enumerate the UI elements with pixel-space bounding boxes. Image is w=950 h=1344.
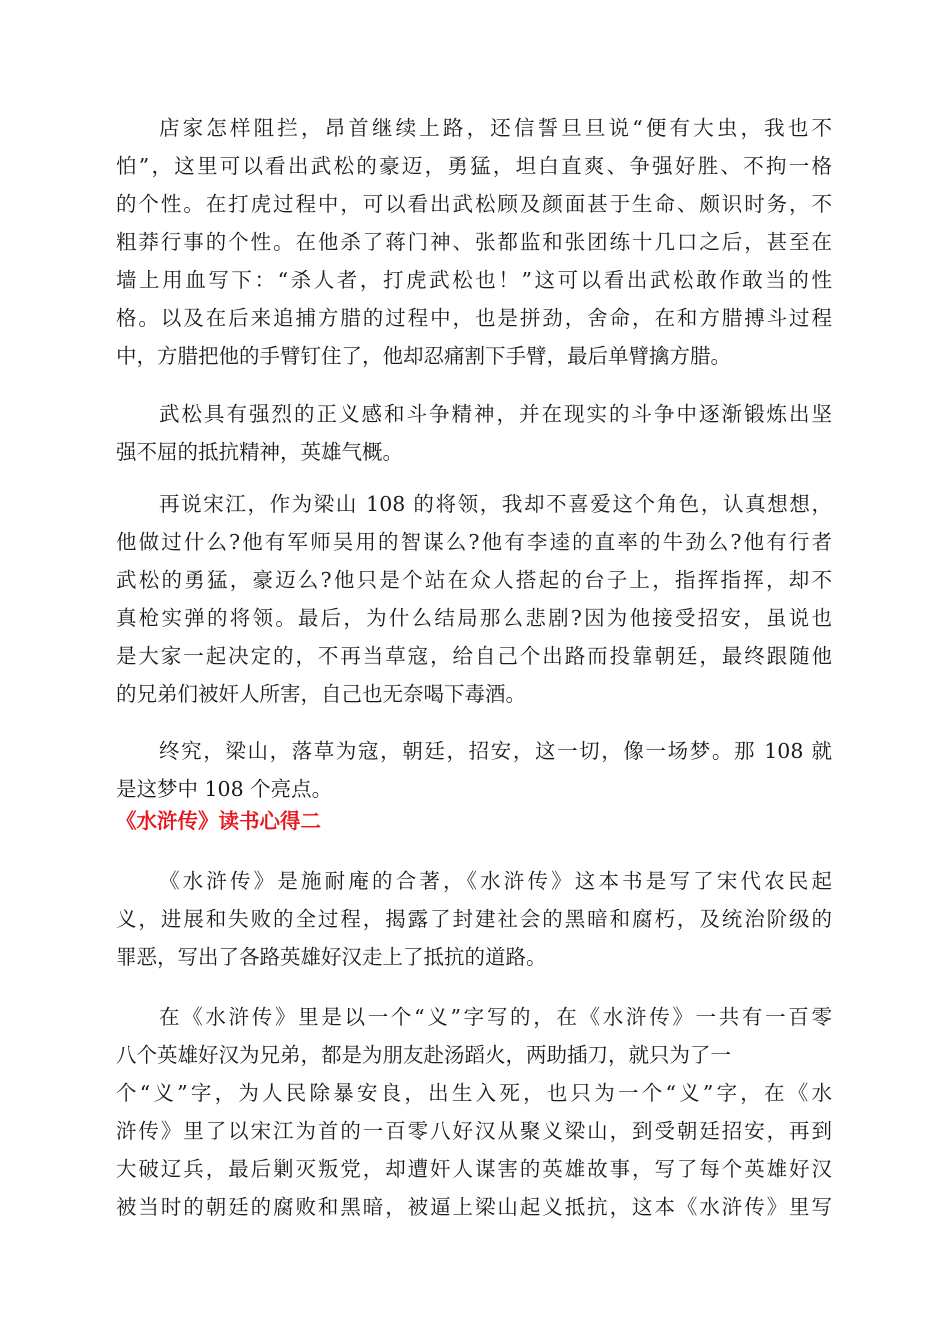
paragraph-wusong-character bbox=[116, 109, 832, 375]
paragraph-line: 大破辽兵，最后剿灭叛党，却遭奸人谋害的英雄故事，写了每个英雄好汉 bbox=[116, 1157, 832, 1181]
paragraph-line: 终究，梁山，落草为寇，朝廷，招安，这一切，像一场梦。那 108 就 bbox=[159, 739, 832, 763]
paragraph-line: 浒传》里了以宋江为首的一百零八好汉从聚义梁山，到受朝廷招安，再到 bbox=[116, 1119, 832, 1143]
paragraph-line: 义，进展和失败的全过程，揭露了封建社会的黑暗和腐朽，及统治阶级的 bbox=[116, 907, 832, 931]
paragraph-line: 中，方腊把他的手臂钉住了，他却忍痛割下手臂，最后单臂擒方腊。 bbox=[116, 344, 731, 368]
paragraph-shuihu-intro bbox=[116, 862, 832, 976]
paragraph-line: 武松的勇猛，豪迈么?他只是个站在众人搭起的台子上，指挥指挥，却不 bbox=[116, 568, 832, 592]
paragraph-line: 个“义”字，为人民除暴安良，出生入死，也只为一个“义”字，在《水 bbox=[116, 1081, 832, 1105]
paragraph-yi bbox=[116, 998, 832, 1226]
paragraph-songjiang bbox=[116, 485, 832, 713]
paragraph-line: 真枪实弹的将领。最后，为什么结局那么悲剧?因为他接受招安，虽说也 bbox=[116, 606, 832, 630]
paragraph-line: 《水浒传》是施耐庵的合著，《水浒传》这本书是写了宋代农民起 bbox=[159, 869, 832, 893]
paragraph-dream bbox=[116, 732, 832, 808]
paragraph-line: 八个英雄好汉为兄弟，都是为朋友赴汤蹈火，两助插刀，就只为了一 bbox=[116, 1043, 731, 1067]
paragraph-line: 再说宋江，作为梁山 108 的将领，我却不喜爱这个角色，认真想想， bbox=[159, 492, 832, 516]
paragraph-line: 他做过什么?他有军师吴用的智谋么?他有李逵的直率的牛劲么?他有行者 bbox=[116, 530, 832, 554]
paragraph-wusong-justice bbox=[116, 395, 832, 471]
paragraph-line: 店家怎样阻拦，昂首继续上路，还信誓旦旦说“便有大虫，我也不 bbox=[159, 116, 832, 140]
paragraph-line: 罪恶，写出了各路英雄好汉走上了抵抗的道路。 bbox=[116, 945, 547, 969]
section-heading: 《水浒传》读书心得二 bbox=[116, 809, 321, 833]
paragraph-line: 武松具有强烈的正义感和斗争精神，并在现实的斗争中逐渐锻炼出坚 bbox=[159, 402, 832, 426]
paragraph-line: 是大家一起决定的，不再当草寇，给自己个出路而投靠朝廷，最终跟随他 bbox=[116, 644, 832, 668]
paragraph-line: 粗莽行事的个性。在他杀了蒋门神、张都监和张团练十几口之后，甚至在 bbox=[116, 230, 832, 254]
paragraph-line: 的兄弟们被奸人所害，自己也无奈喝下毒酒。 bbox=[116, 682, 526, 706]
paragraph-line: 强不屈的抵抗精神，英雄气概。 bbox=[116, 440, 403, 464]
paragraph-line: 在《水浒传》里是以一个“义”字写的，在《水浒传》一共有一百零 bbox=[159, 1005, 832, 1029]
paragraph-line: 的个性。在打虎过程中，可以看出武松顾及颜面甚于生命、颇识时务，不 bbox=[116, 192, 832, 216]
paragraph-line: 墙上用血写下：“杀人者，打虎武松也！”这可以看出武松敢作敢当的性 bbox=[116, 268, 832, 292]
paragraph-line: 格。以及在后来追捕方腊的过程中，也是拼劲，舍命，在和方腊搏斗过程 bbox=[116, 306, 832, 330]
paragraph-line: 怕”，这里可以看出武松的豪迈，勇猛，坦白直爽、争强好胜、不拘一格 bbox=[116, 154, 832, 178]
paragraph-line: 被当时的朝廷的腐败和黑暗，被逼上梁山起义抵抗，这本《水浒传》里写 bbox=[116, 1195, 832, 1219]
paragraph-line: 是这梦中 108 个亮点。 bbox=[116, 777, 333, 801]
